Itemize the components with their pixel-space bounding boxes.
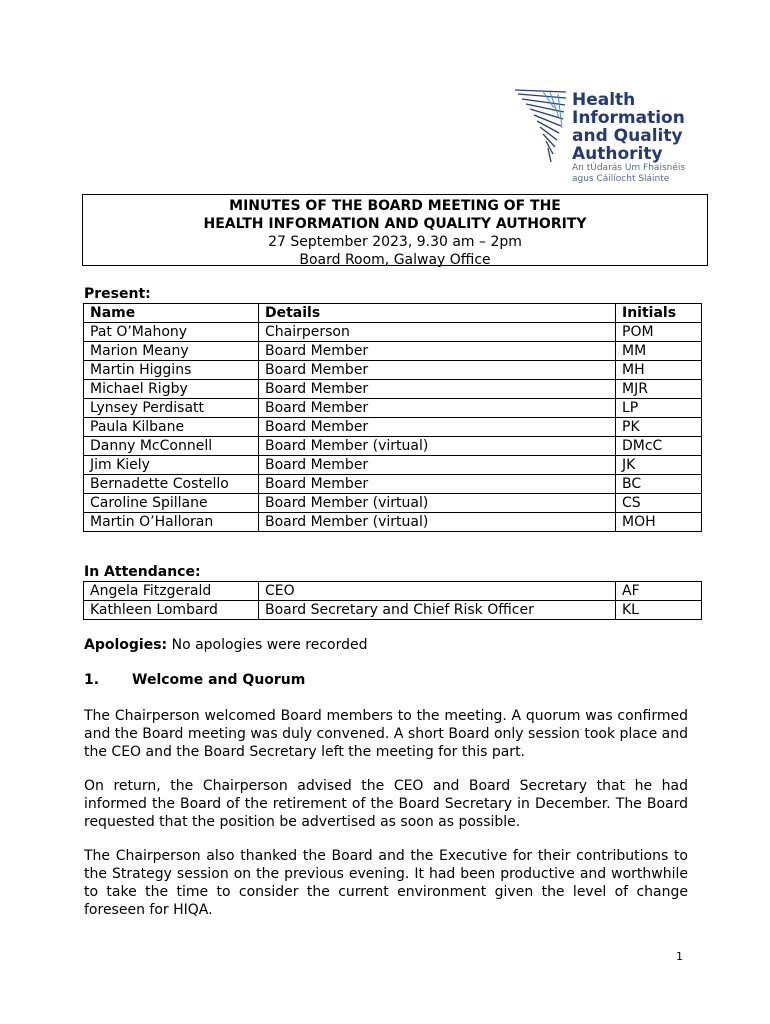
- table-row: [84, 437, 702, 456]
- cell-name: Kathleen Lombard: [84, 601, 259, 620]
- page-number: 1: [676, 950, 683, 963]
- cell-details: Chairperson: [259, 323, 616, 342]
- cell-details: Board Member: [259, 475, 616, 494]
- cell-initials: MOH: [616, 513, 702, 532]
- apologies: [84, 636, 688, 654]
- cell-initials: MM: [616, 342, 702, 361]
- cell-name: Danny McConnell: [84, 437, 259, 456]
- meeting-date: 27 September 2023, 9.30 am – 2pm: [268, 234, 522, 250]
- cell-name: Paula Kilbane: [84, 418, 259, 437]
- logo-irish-line: An tÚdarás Um Fhaisnéis: [572, 163, 686, 173]
- paragraph: The Chairperson also thanked the Board and the Executive for their contributions to the Strategy session on the previous evening. It had been productive and worthwhile to take the time to consider the current environment given the level of change foreseen for HIQA.: [84, 848, 688, 918]
- table-row: [84, 601, 702, 620]
- section-title: Welcome and Quorum: [132, 672, 306, 688]
- cell-name: Martin Higgins: [84, 361, 259, 380]
- title-line-2: HEALTH INFORMATION AND QUALITY AUTHORITY: [203, 216, 587, 232]
- apologies-text: No apologies were recorded: [167, 637, 368, 653]
- cell-details: Board Member: [259, 380, 616, 399]
- table-row: [84, 380, 702, 399]
- table-row: [84, 342, 702, 361]
- hiqa-logo-icon: [512, 88, 568, 168]
- logo-wordmark: [572, 91, 685, 163]
- cell-name: Pat O’Mahony: [84, 323, 259, 342]
- present-table: [83, 303, 702, 532]
- table-row: [84, 513, 702, 532]
- cell-initials: PK: [616, 418, 702, 437]
- cell-name: Martin O’Halloran: [84, 513, 259, 532]
- header-details: Details: [259, 304, 616, 323]
- cell-initials: MH: [616, 361, 702, 380]
- cell-initials: CS: [616, 494, 702, 513]
- header-initials: Initials: [616, 304, 702, 323]
- cell-details: CEO: [259, 582, 616, 601]
- logo-line: Authority: [572, 144, 663, 164]
- section-heading: [84, 672, 305, 688]
- cell-name: Angela Fitzgerald: [84, 582, 259, 601]
- paragraph: On return, the Chairperson advised the CEO and Board Secretary that he had informed the Board of the retirement of the Board Secretary in December. The Board requested that the position be advertised as soon as possible.: [84, 778, 688, 830]
- cell-initials: AF: [616, 582, 702, 601]
- table-row: [84, 418, 702, 437]
- cell-initials: LP: [616, 399, 702, 418]
- table-row: [84, 494, 702, 513]
- cell-name: Marion Meany: [84, 342, 259, 361]
- cell-name: Michael Rigby: [84, 380, 259, 399]
- title-box: [82, 194, 708, 266]
- cell-details: Board Member (virtual): [259, 494, 616, 513]
- cell-details: Board Member: [259, 418, 616, 437]
- section-number: 1.: [84, 672, 100, 688]
- cell-initials: BC: [616, 475, 702, 494]
- cell-initials: KL: [616, 601, 702, 620]
- table-row: [84, 456, 702, 475]
- meeting-location: Board Room, Galway Office: [299, 252, 491, 268]
- cell-details: Board Member (virtual): [259, 437, 616, 456]
- cell-name: Jim Kiely: [84, 456, 259, 475]
- cell-initials: MJR: [616, 380, 702, 399]
- table-row: [84, 475, 702, 494]
- apologies-label: Apologies:: [84, 637, 168, 653]
- logo-line: Information: [572, 108, 685, 128]
- logo-line: and Quality: [572, 126, 683, 146]
- cell-initials: POM: [616, 323, 702, 342]
- attendance-table: [83, 581, 702, 620]
- table-row: [84, 361, 702, 380]
- cell-initials: DMcC: [616, 437, 702, 456]
- cell-details: Board Member: [259, 456, 616, 475]
- present-label: Present:: [84, 286, 151, 302]
- paragraph: The Chairperson welcomed Board members to the meeting. A quorum was confirmed and the Board meeting was duly convened. A short Board only session took place and the CEO and the Board Secretary left the meeting for this part.: [84, 708, 688, 760]
- table-row: [84, 582, 702, 601]
- logo: [512, 88, 692, 188]
- cell-name: Lynsey Perdisatt: [84, 399, 259, 418]
- cell-details: Board Member: [259, 399, 616, 418]
- cell-name: Bernadette Costello: [84, 475, 259, 494]
- table-row: [84, 323, 702, 342]
- logo-irish-subtitle: [572, 163, 685, 185]
- cell-details: Board Member: [259, 361, 616, 380]
- cell-initials: JK: [616, 456, 702, 475]
- cell-details: Board Member (virtual): [259, 513, 616, 532]
- logo-line: Health: [572, 90, 636, 110]
- table-header-row: [84, 304, 702, 323]
- cell-details: Board Secretary and Chief Risk Officer: [259, 601, 616, 620]
- cell-details: Board Member: [259, 342, 616, 361]
- attendance-label: In Attendance:: [84, 564, 201, 580]
- cell-name: Caroline Spillane: [84, 494, 259, 513]
- table-row: [84, 399, 702, 418]
- logo-irish-line: agus Cáilíocht Sláinte: [572, 174, 670, 184]
- title-line-1: MINUTES OF THE BOARD MEETING OF THE: [229, 198, 561, 214]
- header-name: Name: [84, 304, 259, 323]
